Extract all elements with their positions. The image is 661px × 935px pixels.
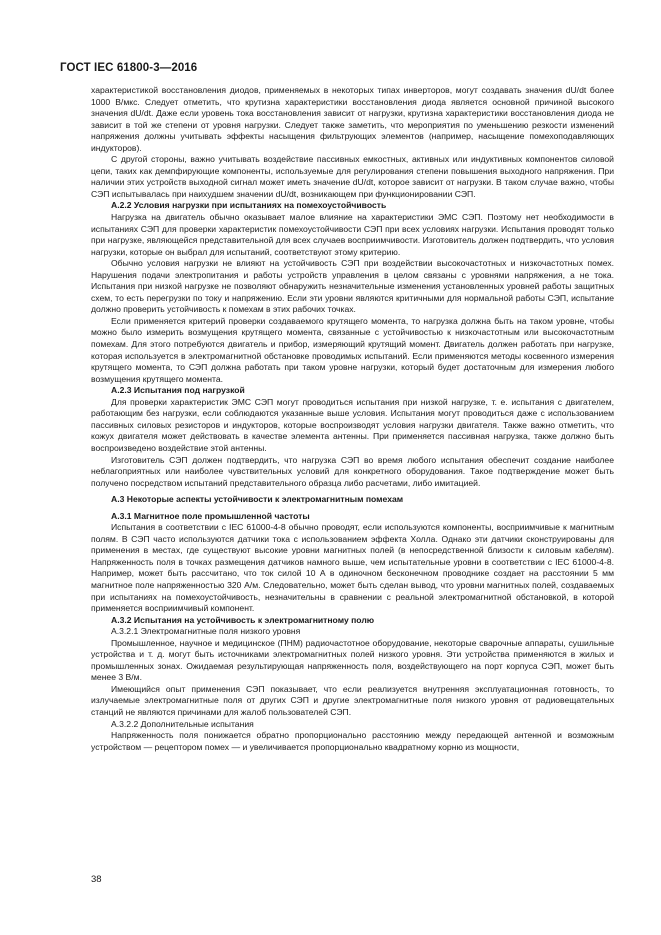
- subsection-heading-a-2-2: А.2.2 Условия нагрузки при испытаниях на помехоустойчивость: [111, 200, 387, 211]
- subsection-heading-a-2-3: А.2.3 Испытания под нагрузкой: [111, 385, 245, 396]
- body-paragraph: Промышленное, научное и медицинское (ПНМ) радиочастотное оборудование, некоторые сварочные аппараты, сушильные устройства и т. д. могут быть источниками электромагнитных полей низкого уровня. Эти устройства применяются в жилых и промышленных зонах. Ожидаемая результирующая напряженность поля, воздействующего на порт корпуса СЭП, может быть менее 3 В/м.: [91, 637, 614, 683]
- subsection-heading-a-3-1: А.3.1 Магнитное поле промышленной частоты: [111, 510, 310, 521]
- body-paragraph: С другой стороны, важно учитывать воздействие пассивных емкостных, активных или индуктивных компонентов силовой цепи, таких как демпфирующие компоненты, используемые для регулирования степени повышения выходного напряжения. При наличии этих устройств выходной сигнал может иметь значение dU/dt, которое зависит от нагрузки. В таком случае важно, чтобы СЭП испытывалась при наихудшем значении dU/dt, возникающем при функционировании СЭП.: [91, 154, 614, 199]
- page-number: 38: [91, 874, 102, 885]
- body-paragraph: Напряженность поля понижается обратно пропорционально расстоянию между передающей антенной и возможным устройством — рецептором помех — и увеличивается пропорционально квадратному корню из мощности,: [91, 730, 614, 752]
- body-paragraph: Для проверки характеристик ЭМС СЭП могут проводиться испытания при низкой нагрузке, т. е. испытания с двигателем, работающим без нагрузки, если соблюдаются указанные выше условия. Испытания могут проводиться даже с использованием пассивных силовых резисторов и индукторов, которые воспроизводят условия нагрузки двигателя. Также важно отметить, что кожух двигателя может действовать в качестве элемента антенны. При применяется пассивная нагрузка, также должно быть воспроизведено воздействие этой антенны.: [91, 396, 614, 453]
- body-paragraph: Испытания в соответствии с IEC 61000-4-8 обычно проводят, если используются компоненты, восприимчивые к магнитным полям. В СЭП часто используются датчики тока с использованием эффекта Холла. Однако эти датчики сконструированы для применения в местах, где существуют высокие уровни магнитных полей (в непосредственной близости к силовым кабелям). Напряженность поля в точках размещения датчиков намного выше, чем испытательные уровни в соответствии с IEC 61000-4-8. Например, может быть рассчитано, что ток силой 10 А в одиночном бесконечном проводнике создает на расстоянии 5 мм магнитное поле напряженностью 320 А/м. Следовательно, может быть сделан вывод, что уровни магнитных полей, создаваемых при испытаниях на помехоустойчивость, незначительны в сравнении с реальной электромагнитной обстановкой, в которой применяется восприимчивый компонент.: [91, 522, 614, 614]
- body-paragraph: Если применяется критерий проверки создаваемого крутящего момента, то нагрузка должна быть на таком уровне, чтобы можно было измерить возмущения крутящего момента, связанные с устойчивостью к низкочастотным или высокочастотным помехам. Для этого потребуются двигатель и прибор, измеряющий крутящий момент. Двигатель должен работать при нагрузке, которая используется в электромагнитной обстановке проводимых испытаний. Если применяются методы косвенного измерения крутящего момента, то СЭП должна работать при таком уровне нагрузки, который будет достаточным для измерения любого возмущения крутящего момента.: [91, 315, 614, 384]
- body-paragraph: Изготовитель СЭП должен подтвердить, что нагрузка СЭП во время любого испытания обеспечит создание наиболее неблагоприятных или наиболее чувствительных условий для конкретного оборудования. Такое подтверждение может быть получено посредством испытаний представительного образца либо расчетами, либо имитацией.: [91, 454, 614, 488]
- subsection-heading-a-3-2: А.3.2 Испытания на устойчивость к электромагнитному полю: [111, 614, 375, 625]
- document-body: [91, 85, 614, 753]
- body-paragraph: Имеющийся опыт применения СЭП показывает, что если реализуется внутренняя эксплуатационная готовность, то излучаемые электромагнитные поля от других СЭП и другие электромагнитные поля низкого уровня от радиовещательных станций не являются причинами для жалоб пользователей СЭП.: [91, 683, 614, 717]
- body-paragraph: характеристикой восстановления диодов, применяемых в некоторых типах инверторов, могут создавать значения dU/dt более 1000 В/мкс. Следует отметить, что крутизна характеристики восстановления диода является основной причиной высокого значения dU/dt. Даже если уровень тока восстановления зависит от нагрузки, крутизна характеристики восстановления диода не зависит в той же степени от уровня нагрузки. Следует также заметить, что мероприятия по уменьшению резкости изменений напряжения должны учитывать эффекты насыщения фильтрующих элементов (например, насыщение помехоподавляющих индукторов).: [91, 85, 614, 153]
- section-heading-a-3: А.3 Некоторые аспекты устойчивости к электромагнитным помехам: [111, 494, 404, 505]
- standard-header: ГОСТ IEC 61800-3—2016: [60, 62, 198, 74]
- subsection-heading-a-3-2-2: А.3.2.2 Дополнительные испытания: [111, 718, 254, 729]
- subsection-heading-a-3-2-1: А.3.2.1 Электромагнитные поля низкого уровня: [111, 626, 301, 637]
- body-paragraph: Обычно условия нагрузки не влияют на устойчивость СЭП при воздействии высокочастотных и низкочастотных помех. Нарушения подачи электропитания и работы устройств управления в целом связаны с уровнями напряжения, а не тока. Испытания при низкой нагрузке не позволяют обнаружить незначительные изменения установленных уровней работы защитных схем, то есть перегрузки по току и напряжению. Если эти уровни являются критичными для нормальной работы СЭП, испытание должно проверить устойчивость к помехам в этих рабочих точках.: [91, 258, 614, 315]
- body-paragraph: Нагрузка на двигатель обычно оказывает малое влияние на характеристики ЭМС СЭП. Поэтому нет необходимости в испытаниях СЭП для проверки характеристик помехоустойчивости СЭП при всех условиях нагрузки. Испытания проводят только при нагрузке, являющейся представительной для всех случаев восприимчивости. Изготовитель должен подтвердить, что условия нагрузки, которые он выбрал для испытаний, соответствуют этому критерию.: [91, 212, 614, 257]
